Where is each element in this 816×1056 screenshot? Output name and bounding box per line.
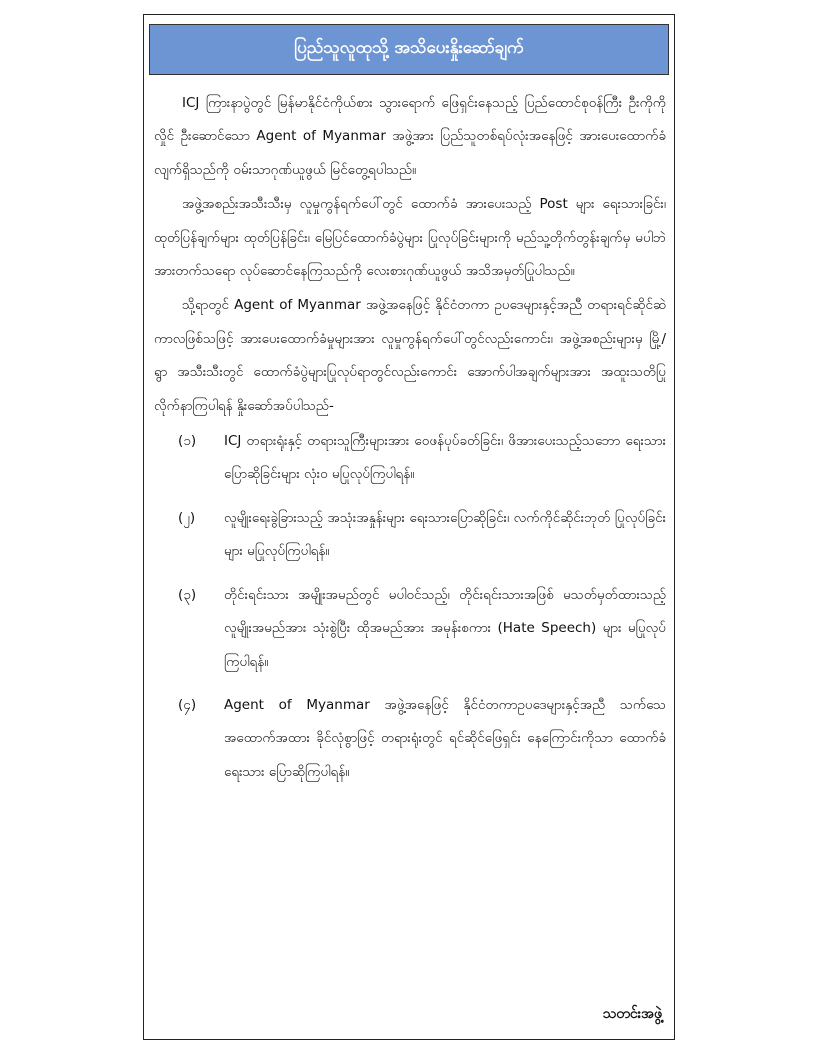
list-item-number: (၄) (178, 696, 197, 713)
list-item-number: (၃) (178, 586, 197, 603)
list-item-number: (၁) (178, 433, 197, 450)
notice-frame (143, 14, 675, 1040)
list-item-text: ICJ တရားရုံးနှင့် တရားသူကြီးများအား ဝေဖန်ပုပ်ခတ်ခြင်း၊ ဖိအားပေးသည့်သဘော ရေးသားပြောဆိုခြင်းများ လုံးဝ မပြုလုပ်ကြပါရန်။ (224, 433, 666, 483)
paragraph-3: သို့ရာတွင် Agent of Myanmar အဖွဲ့အနေဖြင့် နိုင်ငံတကာ ဥပဒေများနှင့်အညီ တရားရင်ဆိုင်ဆဲကာလဖြစ်သဖြင့် အားပေးထောက်ခံမှုများအား လူမှုကွန်ရက်ပေါ်တွင်လည်းကောင်း၊ အဖွဲ့အစည်းများမှ မြို့/ရွာ အသီးသီးတွင် ထောက်ခံပွဲများပြုလုပ်ရာတွင်လည်းကောင်း အောက်ပါအချက်များအား အထူးသတိပြု လိုက်နာကြပါရန် နှိုးဆော်အပ်ပါသည်- (154, 297, 666, 414)
list-item (154, 425, 666, 492)
signature: သတင်းအဖွဲ့ (602, 1006, 662, 1022)
notice-body (154, 87, 666, 799)
list-item (154, 579, 666, 679)
list-item-text: Agent of Myanmar အဖွဲ့အနေဖြင့် နိုင်ငံတကာဥပဒေများနှင့်အညီ သက်သေအထောက်အထား ခိုင်လုံစွာဖြင့် တရားရုံးတွင် ရင်ဆိုင်ဖြေရှင်း နေကြောင်းကိုသာ ထောက်ခံရေးသား ပြောဆိုကြပါရန်။ (224, 696, 666, 780)
list-item-text: တိုင်းရင်းသား အမျိုးအမည်တွင် မပါဝင်သည့်၊ တိုင်းရင်းသားအဖြစ် မသတ်မှတ်ထားသည့် လူမျိုးအမည်အား သုံးစွဲပြီး ထိုအမည်အား အမုန်းစကား (Hate Speech) များ မပြုလုပ်ကြပါရန်။ (224, 586, 666, 670)
list-item (154, 689, 666, 789)
notice-title: ပြည်သူလူထုသို့ အသိပေးနှိုးဆော်ချက် (294, 38, 524, 58)
notice-title-bar (149, 24, 669, 75)
paragraph-1: ICJ ကြားနာပွဲတွင် မြန်မာနိုင်ငံကိုယ်စား သွားရောက် ဖြေရှင်းနေသည့် ပြည်ထောင်စုဝန်ကြီး ဦးကိုကိုလှိုင် ဦးဆောင်သော Agent of Myanmar အဖွဲ့အား ပြည်သူတစ်ရပ်လုံးအနေဖြင့် အားပေးထောက်ခံလျက်ရှိသည်ကို ဝမ်းသာဂုဏ်ယူဖွယ် မြင်တွေ့ရပါသည်။ (154, 95, 666, 178)
list-item-number: (၂) (178, 509, 196, 526)
guideline-list (154, 425, 666, 789)
paragraph-2: အဖွဲ့အစည်းအသီးသီးမှ လူမှုကွန်ရက်ပေါ်တွင် ထောက်ခံ အားပေးသည့် Post များ ရေးသားခြင်း၊ ထုတ်ပြန်ချက်များ ထုတ်ပြန်ခြင်း၊ မြေပြင်ထောက်ခံပွဲများ ပြုလုပ်ခြင်းများကို မည်သူ့တိုက်တွန်းချက်မှ မပါဘဲ အားတက်သရော လုပ်ဆောင်နေကြသည်ကို လေးစားဂုဏ်ယူဖွယ် အသိအမှတ်ပြုပါသည်။ (154, 196, 666, 280)
list-item (154, 502, 666, 569)
list-item-text: လူမျိုးရေးခွဲခြားသည့် အသုံးအနှုန်းများ ရေးသားပြောဆိုခြင်း၊ လက်ကိုင်ဆိုင်းဘုတ် ပြုလုပ်ခြင်းများ မပြုလုပ်ကြပါရန်။ (224, 509, 666, 560)
